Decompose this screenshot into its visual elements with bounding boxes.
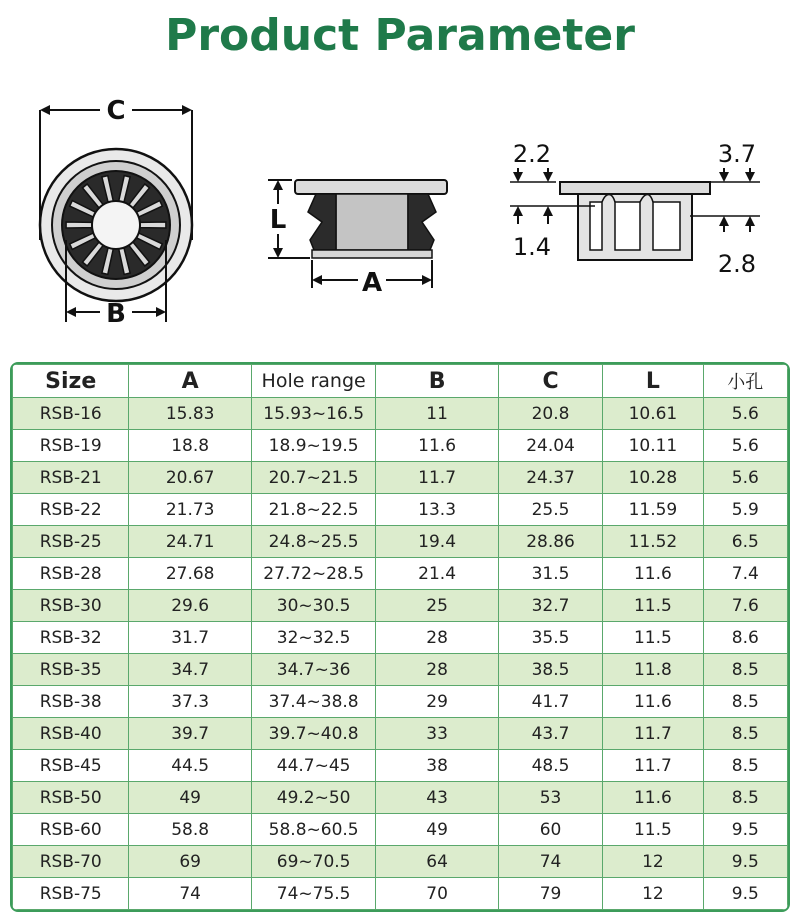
- header-l: L: [603, 365, 703, 398]
- side-a-label: A: [361, 268, 383, 298]
- cell-size: RSB-38: [13, 686, 129, 718]
- cell-size: RSB-19: [13, 430, 129, 462]
- table-row: [13, 462, 788, 494]
- cell-c: 79: [498, 878, 602, 910]
- cell-small-hole: 5.9: [703, 494, 787, 526]
- cell-a: 37.3: [129, 686, 251, 718]
- cell-b: 11.6: [376, 430, 498, 462]
- section-d3-label: 1.4: [512, 233, 552, 261]
- cell-l: 11.6: [603, 782, 703, 814]
- cell-b: 28: [376, 622, 498, 654]
- parameter-table: [12, 364, 788, 910]
- cell-size: RSB-40: [13, 718, 129, 750]
- cell-hole-range: 39.7~40.8: [251, 718, 375, 750]
- cell-hole-range: 34.7~36: [251, 654, 375, 686]
- cell-size: RSB-70: [13, 846, 129, 878]
- table-row: [13, 846, 788, 878]
- cell-small-hole: 9.5: [703, 846, 787, 878]
- cell-l: 11.5: [603, 814, 703, 846]
- table-row: [13, 814, 788, 846]
- cell-hole-range: 24.8~25.5: [251, 526, 375, 558]
- side-l-label: L: [269, 205, 287, 235]
- cell-size: RSB-30: [13, 590, 129, 622]
- cell-b: 43: [376, 782, 498, 814]
- cell-size: RSB-50: [13, 782, 129, 814]
- header-small-hole: 小孔: [703, 365, 787, 398]
- header-hole-range: Hole range: [251, 365, 375, 398]
- cell-hole-range: 30~30.5: [251, 590, 375, 622]
- cell-l: 11.6: [603, 686, 703, 718]
- drawing-canvas: [0, 90, 800, 340]
- table-row: [13, 590, 788, 622]
- cell-hole-range: 27.72~28.5: [251, 558, 375, 590]
- cell-l: 11.52: [603, 526, 703, 558]
- cell-a: 44.5: [129, 750, 251, 782]
- cell-hole-range: 44.7~45: [251, 750, 375, 782]
- cell-b: 70: [376, 878, 498, 910]
- cell-a: 24.71: [129, 526, 251, 558]
- cell-hole-range: 37.4~38.8: [251, 686, 375, 718]
- table-row: [13, 750, 788, 782]
- cell-small-hole: 8.5: [703, 718, 787, 750]
- cell-c: 31.5: [498, 558, 602, 590]
- section-d1-label: 2.2: [512, 140, 552, 168]
- cell-a: 29.6: [129, 590, 251, 622]
- cell-a: 74: [129, 878, 251, 910]
- table-row: [13, 398, 788, 430]
- cell-c: 48.5: [498, 750, 602, 782]
- cell-small-hole: 9.5: [703, 878, 787, 910]
- cell-l: 11.7: [603, 718, 703, 750]
- cell-a: 39.7: [129, 718, 251, 750]
- cell-b: 29: [376, 686, 498, 718]
- cell-small-hole: 7.4: [703, 558, 787, 590]
- cell-small-hole: 8.5: [703, 750, 787, 782]
- cell-l: 11.6: [603, 558, 703, 590]
- cell-small-hole: 8.5: [703, 686, 787, 718]
- cell-c: 53: [498, 782, 602, 814]
- cell-c: 20.8: [498, 398, 602, 430]
- cell-c: 41.7: [498, 686, 602, 718]
- header-b: B: [376, 365, 498, 398]
- cell-small-hole: 5.6: [703, 430, 787, 462]
- technical-drawings: [0, 90, 800, 340]
- table-row: [13, 430, 788, 462]
- cell-c: 24.37: [498, 462, 602, 494]
- cell-a: 34.7: [129, 654, 251, 686]
- cell-b: 21.4: [376, 558, 498, 590]
- cell-a: 31.7: [129, 622, 251, 654]
- cell-b: 28: [376, 654, 498, 686]
- cell-l: 11.5: [603, 590, 703, 622]
- header-a: A: [129, 365, 251, 398]
- cell-small-hole: 8.6: [703, 622, 787, 654]
- cell-small-hole: 6.5: [703, 526, 787, 558]
- cell-l: 11.59: [603, 494, 703, 526]
- cell-a: 20.67: [129, 462, 251, 494]
- cell-c: 25.5: [498, 494, 602, 526]
- table-row: [13, 878, 788, 910]
- table-header-row: [13, 365, 788, 398]
- cell-small-hole: 8.5: [703, 654, 787, 686]
- cell-a: 15.83: [129, 398, 251, 430]
- cell-c: 60: [498, 814, 602, 846]
- cell-size: RSB-35: [13, 654, 129, 686]
- header-c: C: [498, 365, 602, 398]
- cell-small-hole: 7.6: [703, 590, 787, 622]
- cell-c: 24.04: [498, 430, 602, 462]
- cell-b: 33: [376, 718, 498, 750]
- section-d4-label: 2.8: [717, 250, 757, 278]
- cell-hole-range: 49.2~50: [251, 782, 375, 814]
- cell-a: 18.8: [129, 430, 251, 462]
- cell-a: 58.8: [129, 814, 251, 846]
- cell-size: RSB-22: [13, 494, 129, 526]
- section-view-drawing: [510, 140, 760, 278]
- cell-small-hole: 9.5: [703, 814, 787, 846]
- cell-c: 35.5: [498, 622, 602, 654]
- cell-l: 11.5: [603, 622, 703, 654]
- cell-a: 21.73: [129, 494, 251, 526]
- cell-c: 38.5: [498, 654, 602, 686]
- table-row: [13, 686, 788, 718]
- parameter-table-container: [10, 362, 790, 912]
- cell-a: 49: [129, 782, 251, 814]
- grommet-tooth: [66, 222, 92, 228]
- cell-hole-range: 58.8~60.5: [251, 814, 375, 846]
- table-body: [13, 398, 788, 910]
- cell-l: 10.11: [603, 430, 703, 462]
- cell-b: 25: [376, 590, 498, 622]
- table-row: [13, 558, 788, 590]
- header-size: Size: [13, 365, 129, 398]
- cell-hole-range: 15.93~16.5: [251, 398, 375, 430]
- cell-b: 19.4: [376, 526, 498, 558]
- cell-l: 10.61: [603, 398, 703, 430]
- cell-l: 10.28: [603, 462, 703, 494]
- cell-c: 43.7: [498, 718, 602, 750]
- cell-hole-range: 18.9~19.5: [251, 430, 375, 462]
- cell-hole-range: 74~75.5: [251, 878, 375, 910]
- cell-size: RSB-75: [13, 878, 129, 910]
- cell-l: 11.7: [603, 750, 703, 782]
- cell-b: 11: [376, 398, 498, 430]
- table-row: [13, 718, 788, 750]
- table-row: [13, 654, 788, 686]
- section-d2-label: 3.7: [717, 140, 757, 168]
- cell-size: RSB-45: [13, 750, 129, 782]
- table-row: [13, 526, 788, 558]
- cell-b: 49: [376, 814, 498, 846]
- front-c-label: C: [106, 96, 126, 126]
- cell-size: RSB-60: [13, 814, 129, 846]
- cell-size: RSB-28: [13, 558, 129, 590]
- grommet-tooth: [140, 222, 166, 228]
- cell-size: RSB-25: [13, 526, 129, 558]
- front-view-drawing: [40, 96, 192, 329]
- cell-b: 64: [376, 846, 498, 878]
- front-b-label: B: [106, 299, 126, 329]
- cell-hole-range: 69~70.5: [251, 846, 375, 878]
- cell-hole-range: 21.8~22.5: [251, 494, 375, 526]
- cell-size: RSB-16: [13, 398, 129, 430]
- cell-b: 11.7: [376, 462, 498, 494]
- cell-b: 13.3: [376, 494, 498, 526]
- side-view-drawing: [268, 180, 447, 298]
- cell-a: 69: [129, 846, 251, 878]
- cell-c: 28.86: [498, 526, 602, 558]
- page-title: Product Parameter: [165, 10, 635, 61]
- table-row: [13, 622, 788, 654]
- cell-size: RSB-21: [13, 462, 129, 494]
- cell-hole-range: 32~32.5: [251, 622, 375, 654]
- cell-hole-range: 20.7~21.5: [251, 462, 375, 494]
- cell-c: 74: [498, 846, 602, 878]
- cell-small-hole: 5.6: [703, 462, 787, 494]
- cell-small-hole: 5.6: [703, 398, 787, 430]
- cell-b: 38: [376, 750, 498, 782]
- cell-l: 11.8: [603, 654, 703, 686]
- cell-c: 32.7: [498, 590, 602, 622]
- cell-small-hole: 8.5: [703, 782, 787, 814]
- cell-l: 12: [603, 878, 703, 910]
- cell-l: 12: [603, 846, 703, 878]
- table-row: [13, 782, 788, 814]
- cell-a: 27.68: [129, 558, 251, 590]
- cell-size: RSB-32: [13, 622, 129, 654]
- table-row: [13, 494, 788, 526]
